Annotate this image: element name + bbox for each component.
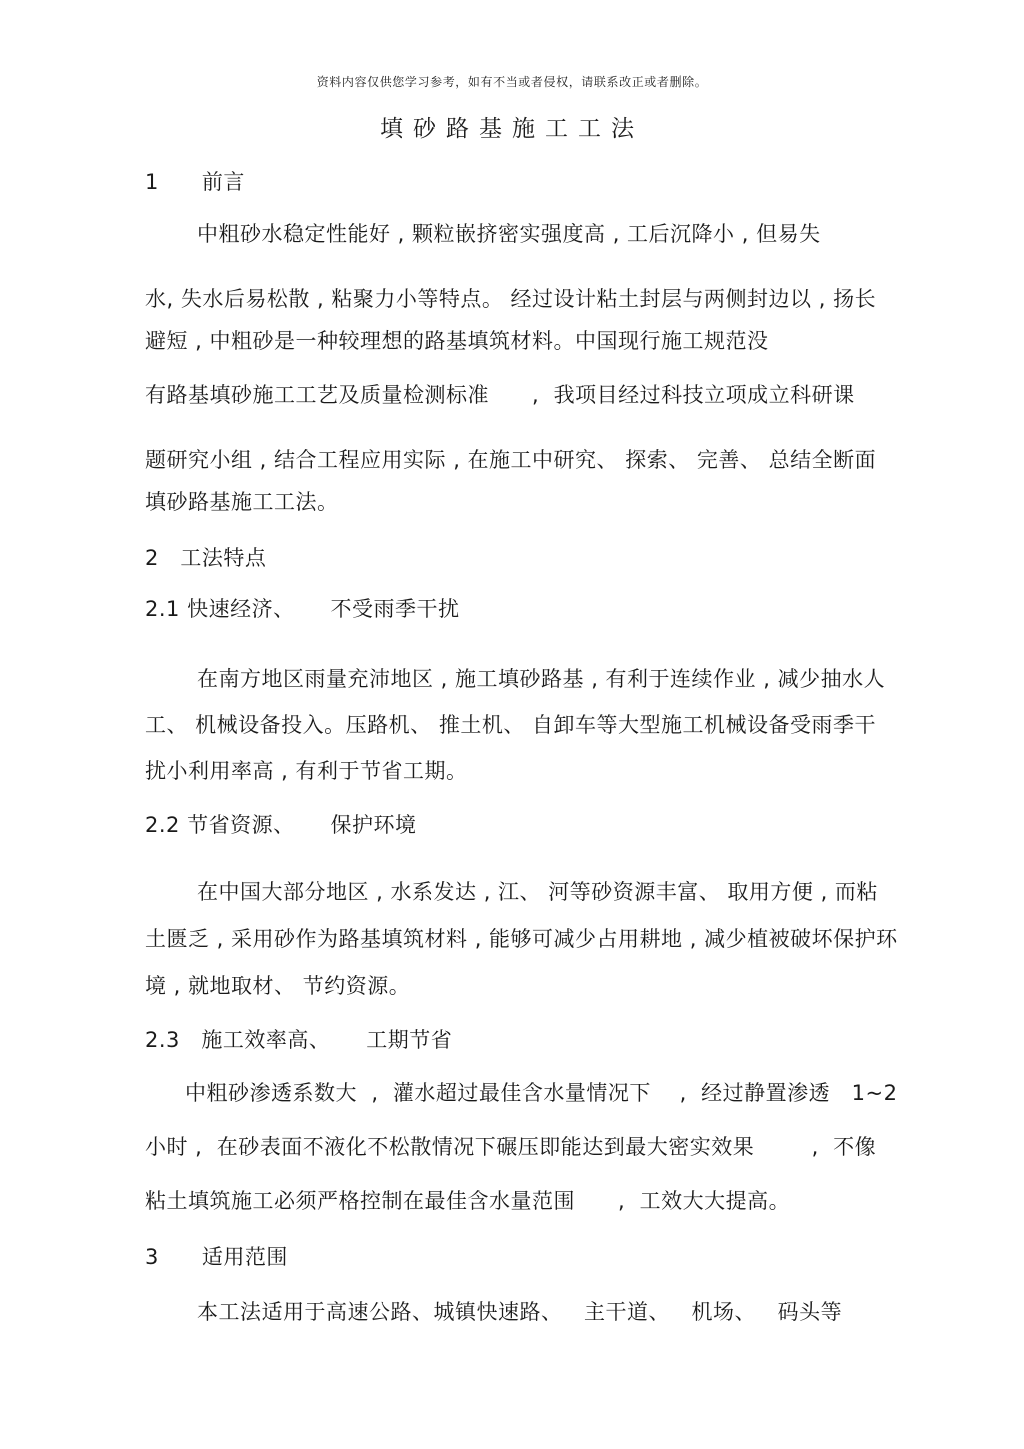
section-heading-2: 2 工法特点 (145, 546, 267, 570)
paragraph-line: 工、 机械设备投入。压路机、 推土机、 自卸车等大型施工机械设备受雨季干 (145, 713, 877, 737)
paragraph-line: 在中国大部分地区 , 水系发达 , 江、 河等砂资源丰富、 取用方便 , 而粘 (197, 880, 878, 904)
paragraph-line: 扰小利用率高 , 有利于节省工期。 (145, 759, 468, 783)
paragraph-line: 境 , 就地取材、 节约资源。 (145, 974, 411, 998)
section-heading-1: 1 前言 (145, 170, 245, 194)
paragraph-line: 水, 失水后易松散 , 粘聚力小等特点。 经过设计粘土封层与两侧封边以 , 扬长 (145, 287, 877, 311)
subsection-heading: 2.2 节省资源、 保护环境 (145, 813, 417, 837)
paragraph-line: 题研究小组 , 结合工程应用实际 , 在施工中研究、 探索、 完善、 总结全断面 (145, 448, 877, 472)
paragraph-line: 在南方地区雨量充沛地区 , 施工填砂路基 , 有利于连续作业 , 减少抽水人 (197, 667, 886, 691)
paragraph-line: 避短 , 中粗砂是一种较理想的路基填筑材料。中国现行施工规范没 (145, 329, 769, 353)
subsection-heading: 2.3 施工效率高、 工期节省 (145, 1028, 453, 1052)
paragraph-line: 土匮乏 , 采用砂作为路基填筑材料 , 能够可减少占用耕地 , 减少植被破坏保护环 (145, 927, 898, 951)
disclaimer-header: 资料内容仅供您学习参考，如有不当或者侵权，请联系改正或者删除。 (316, 75, 708, 89)
paragraph-line: 小时 , 在砂表面不液化不松散情况下碾压即能达到最大密实效果 , 不像 (145, 1135, 877, 1159)
subsection-heading: 2.1 快速经济、 不受雨季干扰 (145, 597, 460, 621)
section-heading-3: 3 适用范围 (145, 1245, 288, 1269)
paragraph-line: 有路基填砂施工工艺及质量检测标准 , 我项目经过科技立项成立科研课 (145, 383, 855, 407)
paragraph-line: 填砂路基施工工法。 (145, 490, 339, 514)
paragraph-line: 中粗砂水稳定性能好 , 颗粒嵌挤密实强度高 , 工后沉降小 , 但易失 (197, 222, 821, 246)
document-title: 填砂路基施工工法 (380, 116, 644, 142)
paragraph-line: 粘土填筑施工必须严格控制在最佳含水量范围 , 工效大大提高。 (145, 1189, 791, 1213)
paragraph-line: 中粗砂渗透系数大 , 灌水超过最佳含水量情况下 , 经过静置渗透 1~2 (185, 1081, 898, 1105)
paragraph-line: 本工法适用于高速公路、城镇快速路、 主干道、 机场、 码头等 (197, 1300, 843, 1324)
